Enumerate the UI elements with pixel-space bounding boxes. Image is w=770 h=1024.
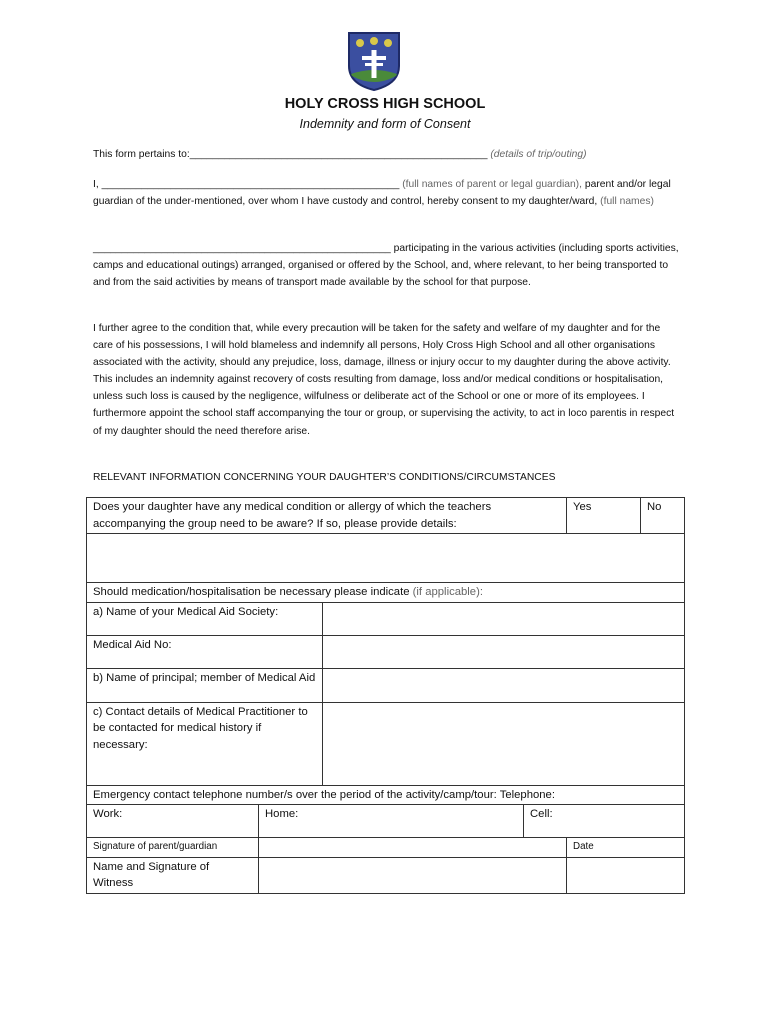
witness-date-field[interactable] [567, 857, 685, 893]
yes-option[interactable]: Yes [567, 498, 641, 534]
date-field[interactable] [567, 838, 685, 858]
practitioner-field[interactable] [323, 702, 685, 785]
witness-field[interactable] [259, 857, 567, 893]
table-row [87, 857, 685, 893]
table-row [87, 785, 685, 805]
table-row [87, 805, 685, 838]
witness-label: Name and Signature of Witness [87, 857, 259, 893]
table-row [87, 838, 685, 858]
table-row [87, 702, 685, 785]
pertains-label: This form pertains to:____________________________________________________ [93, 149, 488, 160]
table-row [87, 498, 685, 534]
medical-info-table [86, 497, 685, 894]
form-subtitle: Indemnity and form of Consent [299, 117, 471, 131]
medication-prompt-cell [87, 583, 685, 603]
work-phone-field[interactable] [87, 805, 259, 838]
table-row [87, 602, 685, 635]
signature-parent-label: Signature of parent/guardian [87, 838, 259, 858]
medical-aid-society-field[interactable] [323, 602, 685, 635]
medical-aid-society-label: a) Name of your Medical Aid Society: [87, 602, 323, 635]
table-row [87, 635, 685, 668]
guardian-hint: (full names of parent or legal guardian), [402, 179, 582, 190]
guardian-prefix: I, ____________________________________________________ [93, 179, 400, 190]
medical-aid-no-label: Medical Aid No: [87, 635, 323, 668]
no-option[interactable]: No [641, 498, 685, 534]
home-phone-field[interactable] [259, 805, 524, 838]
signature-parent-field[interactable] [259, 838, 567, 858]
principal-member-label: b) Name of principal; member of Medical Aid [87, 668, 323, 702]
medical-details-field[interactable] [87, 534, 685, 583]
principal-member-field[interactable] [323, 668, 685, 702]
pertains-line [93, 146, 683, 163]
table-row [87, 668, 685, 702]
practitioner-label: c) Contact details of Medical Practitioner to be contacted for medical history if necessary: [87, 702, 323, 785]
home-label: Home: [265, 808, 299, 820]
relevant-heading: RELEVANT INFORMATION CONCERNING YOUR DAUGHTER’S CONDITIONS/CIRCUMSTANCES [93, 472, 556, 483]
work-label: Work: [93, 808, 123, 820]
guardian-line: parent and/or legal guardian of the under-mentioned, over whom I have custody and control, hereby consent to my daughter/ward, [93, 179, 671, 208]
medication-prompt: Should medication/hospitalisation be necessary please indicate [93, 586, 410, 598]
medical-question: Does your daughter have any medical condition or allergy of which the teachers accompanying the group need to be aware? If so, please provide details: [87, 498, 567, 534]
ward-hint: (full names) [600, 196, 654, 208]
table-row [87, 583, 685, 603]
participation-paragraph: ____________________________________________________ participating in the various activities (including sports activities, camps and educational outings) arranged, organised or offered by the School, and, where relevant, to her being transported to and from the said activities by means of transport made available by the school for that purpose. [93, 243, 679, 289]
school-crest-icon [346, 30, 402, 92]
medication-hint: (if applicable): [412, 586, 483, 598]
cell-phone-field[interactable] [524, 805, 685, 838]
pertains-hint: (details of trip/outing) [490, 149, 587, 160]
emergency-contact-label: Emergency contact telephone number/s over the period of the activity/camp/tour: Telephone: [87, 785, 685, 805]
guardian-paragraph [93, 176, 683, 210]
date-label: Date [573, 841, 594, 852]
medical-aid-no-field[interactable] [323, 635, 685, 668]
cell-label: Cell: [530, 808, 553, 820]
table-row [87, 534, 685, 583]
indemnity-paragraph: I further agree to the condition that, while every precaution will be taken for the safety and welfare of my daughter and for the care of his possessions, I will hold blameless and indemnify all persons, Holy Cross High School and all other organisations associated with the activity, should any prejudice, loss, damage, illness or injury occur to my daughter during the above activity. This includes an indemnity against recovery of costs resulting from damage, loss and/or medical conditions or hospitalisation, unless such loss is caused by the negligence, wilfulness or deliberate act of the School or one or more of its employees. I furthermore appoint the school staff accompanying the tour or group, or supervising the activity, to act in loco parentis in respect of my daughter should the need therefore arise. [93, 323, 675, 437]
school-name: HOLY CROSS HIGH SCHOOL [284, 96, 486, 112]
